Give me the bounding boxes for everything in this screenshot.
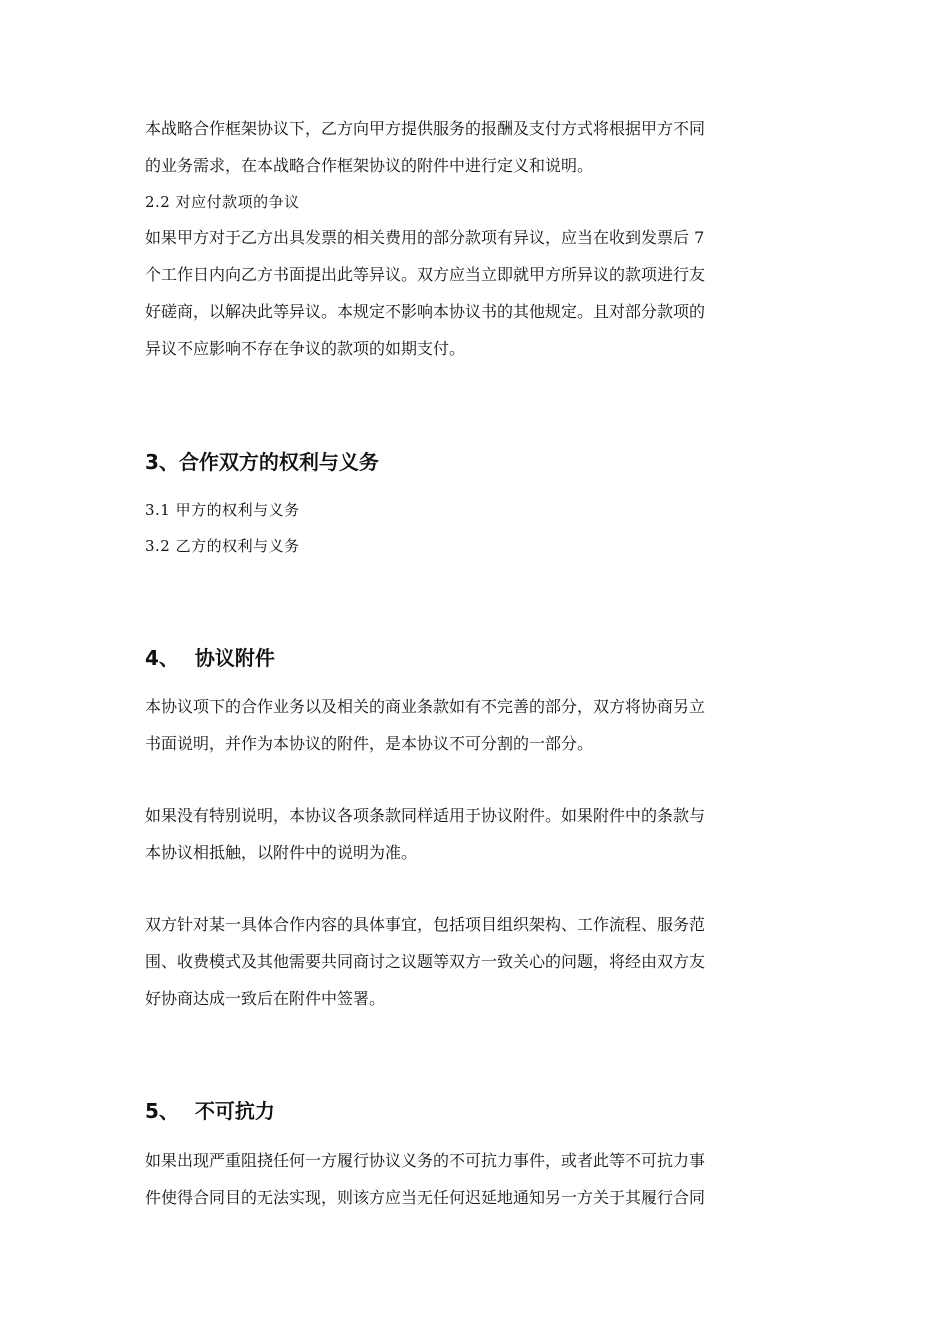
paragraph-line: 个工作日内向乙方书面提出此等异议。双方应当立即就甲方所异议的款项进行友 [145,265,706,284]
paragraph-line: 如果甲方对于乙方出具发票的相关费用的部分款项有异议，应当在收到发票后 7 [145,228,705,247]
section-5-number: 5、 [145,1099,179,1123]
paragraph-line: 异议不应影响不存在争议的款项的如期支付。 [145,339,466,358]
section-4-heading [145,645,275,671]
subsection-3-2-title: 3.2 乙方的权利与义务 [145,537,300,555]
section-3-heading: 3、合作双方的权利与义务 [145,450,379,474]
paragraph-line: 书面说明，并作为本协议的附件，是本协议不可分割的一部分。 [145,734,594,753]
paragraph-line: 本协议项下的合作业务以及相关的商业条款如有不完善的部分，双方将协商另立 [145,697,706,716]
paragraph-line: 围、收费模式及其他需要共同商讨之议题等双方一致关心的问题，将经由双方友 [145,952,706,971]
section-5-title: 不可抗力 [194,1099,275,1123]
paragraph-line: 好磋商，以解决此等异议。本规定不影响本协议书的其他规定。且对部分款项的 [145,302,706,321]
section-4-number: 4、 [145,646,179,670]
paragraph-line: 如果没有特别说明，本协议各项条款同样适用于协议附件。如果附件中的条款与 [145,806,706,825]
paragraph-line: 的业务需求，在本战略合作框架协议的附件中进行定义和说明。 [145,156,594,175]
subsection-3-1-title: 3.1 甲方的权利与义务 [145,501,300,519]
paragraph-line: 如果出现严重阻挠任何一方履行协议义务的不可抗力事件，或者此等不可抗力事 [145,1151,706,1170]
paragraph-line: 双方针对某一具体合作内容的具体事宜，包括项目组织架构、工作流程、服务范 [145,915,706,934]
paragraph-line: 件使得合同目的无法实现，则该方应当无任何迟延地通知另一方关于其履行合同 [145,1188,706,1207]
section-4-title: 协议附件 [194,646,275,670]
paragraph-line: 本战略合作框架协议下，乙方向甲方提供服务的报酬及支付方式将根据甲方不同 [145,119,706,138]
paragraph-line: 好协商达成一致后在附件中签署。 [145,989,386,1008]
section-5-heading [145,1098,275,1124]
paragraph-line: 本协议相抵触，以附件中的说明为准。 [145,843,418,862]
subsection-2-2-title: 2.2 对应付款项的争议 [145,193,300,211]
